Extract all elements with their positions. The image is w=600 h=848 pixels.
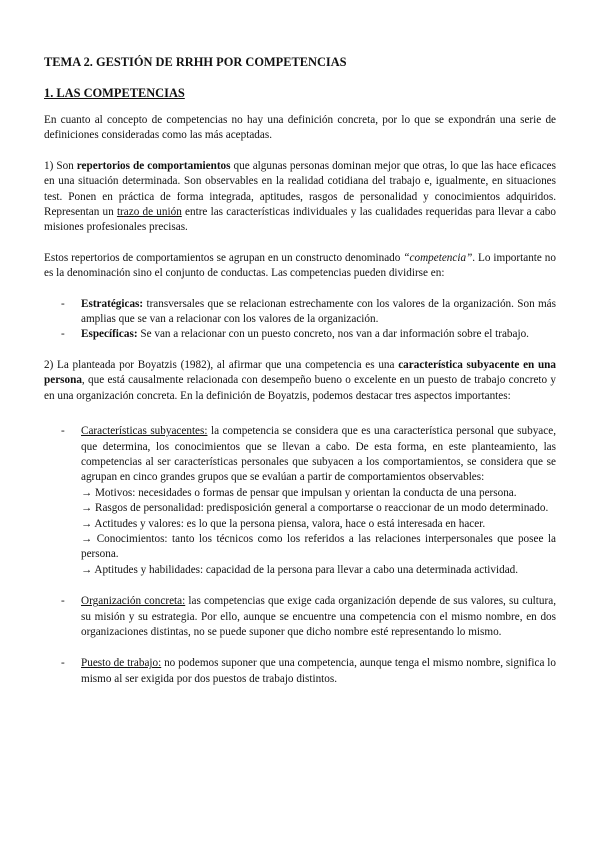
definition-1-paragraph: 1) Son repertorios de comportamientos que algunas personas dominan mejor que otras, lo que las hace eficaces en una situación determinada. Son observables en la realidad cotidiana del trabajo e, igualmente, en situaciones test. Ponen en práctica de forma integrada, aptitudes, rasgos de personalidad y conocimientos adquiridos. Representan un trazo de unión entre las características individuales y las cualidades requeridas para llevar a cabo misiones profesionales precisas. (44, 159, 556, 234)
intro-paragraph: En cuanto al concepto de competencias no hay una definición concreta, por lo que se expondrán una serie de definiciones consideradas como las más aceptadas. (44, 114, 556, 142)
document-title: TEMA 2. GESTIÓN DE RRHH POR COMPETENCIAS (44, 55, 347, 69)
arrow-item: → Aptitudes y habilidades: capacidad de la persona para llevar a cabo una determinada actividad. (81, 563, 519, 576)
repertoire-paragraph: Estos repertorios de comportamientos se agrupan en un constructo denominado “competencia”. Lo importante no es la denominación sino el conjunto de conductas. Las competencias pueden dividirse en: (44, 251, 556, 280)
competency-types-list (44, 297, 556, 343)
aspects-list (44, 424, 556, 687)
document-page (44, 54, 556, 703)
competencia-term: “competencia” (403, 251, 473, 264)
list-item: - Puesto de trabajo: no podemos suponer que una competencia, aunque tenga el mismo nombre, significa lo mismo al ser exigida por dos puestos de trabajo distintos. (44, 656, 556, 687)
definition-1-underlined-term: trazo de unión (116, 206, 182, 219)
arrow-item: → Rasgos de personalidad: predisposición general a comportarse o reaccionar de un modo determinado. (81, 502, 549, 515)
section-heading: 1. LAS COMPETENCIAS (44, 86, 185, 100)
list-item: - Organización concreta: las competencias que exige cada organización depende de sus valores, su cultura, su misión y su estrategia. Por ello, aunque se encuentre una competencia con el mismo nombre, en dos organizaciones distintas, no se puede suponer que dicho nombre esté representando lo mismo. (44, 594, 556, 640)
list-item: - Estratégicas: transversales que se relacionan estrechamente con los valores de la organización. Son más amplias que se van a relacionar con los valores de la organización. (44, 297, 556, 328)
list-item: - Características subyacentes: la competencia se considera que es una característica personal que subyace, que determina, los conocimientos que se llevan a cabo. De esta forma, en este planteamiento, las competencias al ser características personales que subyacen a los comportamientos, se considera que se agrupan en cinco grandes grupos que se evalúan a partir de comportamientos observables: → Motivos: necesidades o formas de pensar que impulsan y orientan la conducta de una persona. → Rasgos de personalidad: predisposición general a comportarse o reaccionar de un modo determinado. → Actitudes y valores: es lo que la persona piensa, valora, hace o está interesada en hacer. → Conocimientos: tanto los técnicos como los referidos a las relaciones interpersonales que posee la persona. → Aptitudes y habilidades: capacidad de la persona para llevar a cabo una determinada actividad. (44, 424, 556, 578)
arrow-item: → Motivos: necesidades o formas de pensar que impulsan y orientan la conducta de una persona. (81, 486, 517, 499)
arrow-item: → Conocimientos: tanto los técnicos como los referidos a las relaciones interpersonales que posee la persona. (81, 532, 556, 561)
definition-2-paragraph: 2) La planteada por Boyatzis (1982), al afirmar que una competencia es una característica subyacente en una persona, que está causalmente relacionada con desempeño bueno o excelente en un puesto de trabajo concreto y en una organización concreta. En la definición de Boyatzis, podemos destacar tres aspectos importantes: (44, 358, 557, 402)
arrow-item: → Actitudes y valores: es lo que la persona piensa, valora, hace o está interesada en hacer. (81, 517, 486, 530)
definition-1-key-term: repertorios de comportamientos (76, 159, 231, 172)
list-item: - Específicas: Se van a relacionar con un puesto concreto, nos van a dar información sobre el trabajo. (44, 327, 556, 342)
definition-2-key-term: característica subyacente en una persona (44, 358, 557, 387)
